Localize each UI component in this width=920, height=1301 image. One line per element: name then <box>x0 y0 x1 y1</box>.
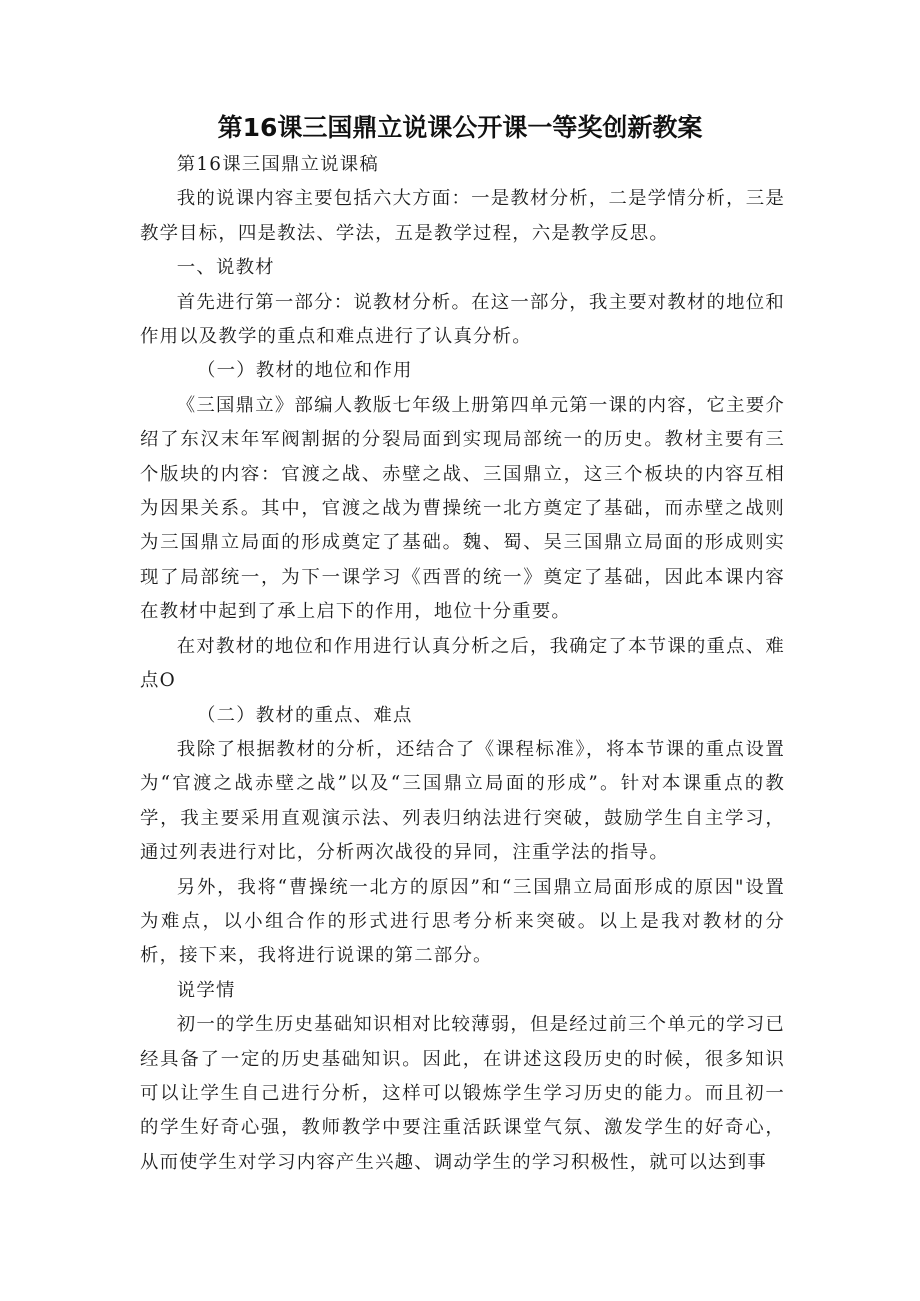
paragraph-keypoints: 我除了根据教材的分析，还结合了《课程标准》，将本节课的重点设置为“官渡之战赤壁之战”以及“三国鼎立局面的形成”。针对本课重点的教学，我主要采用直观演示法、列表归纳法进行突破，鼓励学生自主学习，通过列表进行对比，分析两次战役的异同，注重学法的指导。 <box>140 738 785 864</box>
document-body <box>140 148 785 1180</box>
subsection-heading-keypoints: （二）教材的重点、难点 <box>197 704 413 726</box>
paragraph-overview: 我的说课内容主要包括六大方面：一是教材分析，二是学情分析，三是教学目标，四是教法、学法，五是教学过程，六是教学反思。 <box>140 188 785 244</box>
section-heading-textbook: 一、说教材 <box>176 257 275 279</box>
paragraph-students: 初一的学生历史基础知识相对比较薄弱，但是经过前三个单元的学习已经具备了一定的历史基础知识。因此，在讲述这段历史的时候，很多知识可以让学生自己进行分析，这样可以锻炼学生学习历史的能力。而且初一的学生好奇心强，教师教学中要注重活跃课堂气氛、激发学生的好奇心，从而使学生对学习内容产生兴趣、调动学生的学习积极性，就可以达到事 <box>140 1014 785 1173</box>
subsection-heading-position: （一）教材的地位和作用 <box>197 360 413 382</box>
lecture-heading: 第16课三国鼎立说课稿 <box>176 154 379 175</box>
section-heading-students: 说学情 <box>176 979 236 1001</box>
paragraph-difficulties: 另外，我将“曹操统一北方的原因”和“三国鼎立局面形成的原因"设置为难点，以小组合作的形式进行思考分析来突破。以上是我对教材的分析，接下来，我将进行说课的第二部分。 <box>140 876 785 967</box>
document-title: 第16课三国鼎立说课公开课一等奖创新教案 <box>217 113 703 142</box>
paragraph-position: 《三国鼎立》部编人教版七年级上册第四单元第一课的内容，它主要介绍了东汉末年军阀割据的分裂局面到实现局部统一的历史。教材主要有三个版块的内容：官渡之战、赤壁之战、三国鼎立，这三个板块的内容互相为因果关系。其中，官渡之战为曹操统一北方奠定了基础，而赤壁之战则为三国鼎立局面的形成奠定了基础。魏、蜀、吴三国鼎立局面的形成则实现了局部统一，为下一课学习《西晋的统一》奠定了基础，因此本课内容在教材中起到了承上启下的作用，地位十分重要。 <box>140 394 785 623</box>
paragraph-after-analysis: 在对教材的地位和作用进行认真分析之后，我确定了本节课的重点、难点O <box>140 635 785 692</box>
paragraph-textbook-intro: 首先进行第一部分：说教材分析。在这一部分，我主要对教材的地位和作用以及教学的重点和难点进行了认真分析。 <box>140 291 785 348</box>
